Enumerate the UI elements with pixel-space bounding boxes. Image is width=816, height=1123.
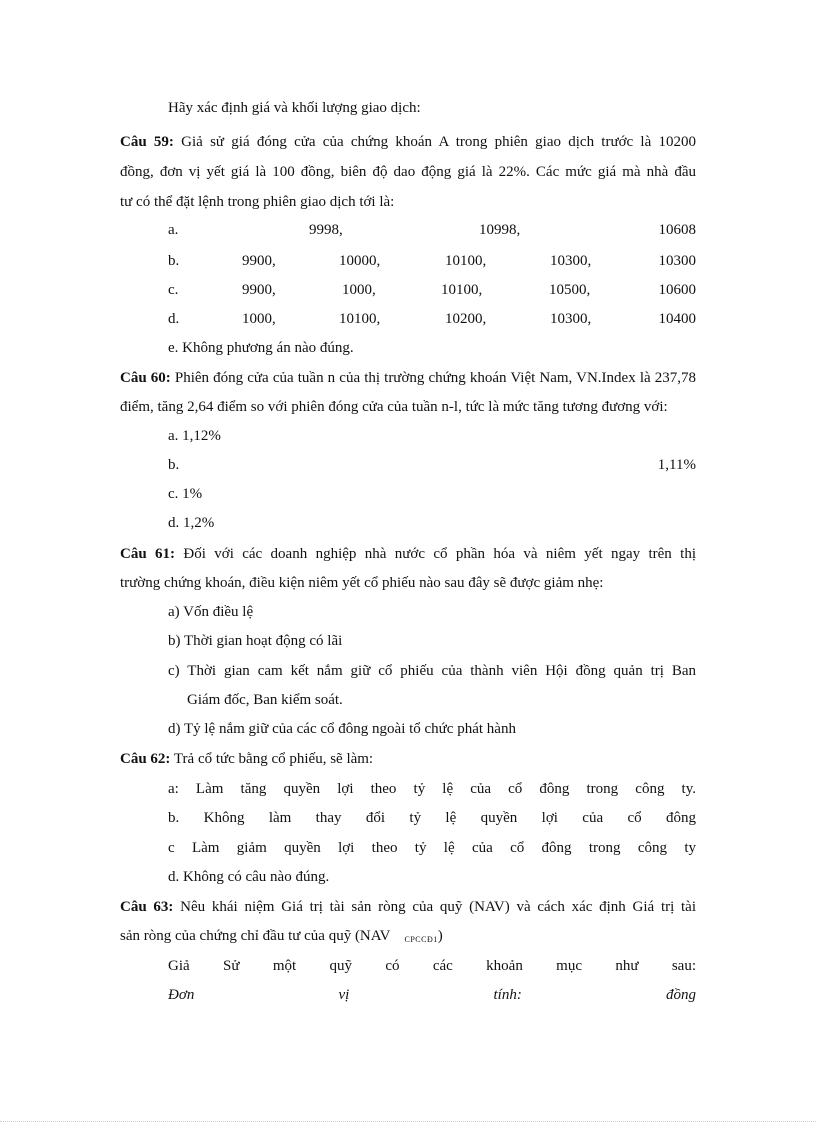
- q60-text-1: Phiên đóng cửa của tuần n của thị trường chứng khoán Việt Nam, VN.Index là 237,78: [174, 370, 696, 386]
- q62-option-a: a: Làm tăng quyền lợi theo tỷ lệ của cổ đông trong công ty.: [168, 781, 696, 797]
- q62-option-c: c Làm giảm quyền lợi theo tỷ lệ của cổ đông trong công ty: [168, 840, 696, 856]
- q59-line-3: tư có thể đặt lệnh trong phiên giao dịch tới là:: [120, 194, 395, 210]
- option-letter: b.: [168, 253, 180, 269]
- option-value: 10300,: [550, 311, 592, 327]
- q59-line-1: [120, 132, 696, 152]
- q63-line-1: [120, 897, 696, 917]
- q63-label: Câu 63:: [120, 899, 174, 915]
- q60-option-b: [168, 455, 696, 475]
- q62-label: Câu 62:: [120, 751, 171, 767]
- q63-line-3: Giả Sử một quỹ có các khoản mục như sau:: [168, 958, 696, 974]
- option-value: 1000,: [342, 282, 376, 298]
- option-value: 10600: [658, 282, 696, 298]
- option-value: 10300,: [550, 253, 592, 269]
- q61-option-b: b) Thời gian hoạt động có lãi: [168, 633, 343, 649]
- option-letter: d.: [168, 311, 180, 327]
- q63-text-1: Nêu khái niệm Giá trị tài sản ròng của quỹ (NAV) và cách xác định Giá trị tài: [180, 899, 697, 915]
- option-value: 10998,: [479, 222, 521, 238]
- q59-option-b: [168, 251, 696, 271]
- q62-text-1: Trả cổ tức bằng cổ phiếu, sẽ làm:: [173, 751, 374, 767]
- option-value: 9900,: [242, 282, 276, 298]
- q61-text-1: Đối với các doanh nghiệp nhà nước cổ phần hóa và niêm yết ngay trên thị: [183, 546, 697, 562]
- q61-label: Câu 61:: [120, 546, 176, 562]
- q61-option-d: d) Tỷ lệ nắm giữ của các cổ đông ngoài tổ chức phát hành: [168, 721, 516, 737]
- option-value: 10000,: [339, 253, 381, 269]
- option-value: 9900,: [242, 253, 276, 269]
- option-value: 10608: [658, 222, 696, 238]
- q59-line-2: đồng, đơn vị yết giá là 100 đồng, biên độ dao động giá là 22%. Các mức giá mà nhà đầu: [120, 164, 696, 180]
- option-letter: a.: [168, 222, 179, 238]
- q63-unit-line: Đơn vị tính: đồng: [168, 987, 696, 1003]
- q59-option-c: [168, 280, 696, 300]
- option-value: 1000,: [242, 311, 276, 327]
- q59-option-d: [168, 309, 696, 329]
- option-value: 10300: [658, 253, 696, 269]
- option-value: 1,11%: [657, 457, 696, 473]
- q60-option-c: c. 1%: [168, 486, 203, 502]
- nav-subscript: CPCCĐ1: [404, 935, 438, 944]
- option-value: 10400: [658, 311, 696, 327]
- option-value: 10200,: [445, 311, 487, 327]
- option-value: 10100,: [445, 253, 487, 269]
- q62-option-d: d. Không có câu nào đúng.: [168, 869, 330, 885]
- intro-line: Hãy xác định giá và khối lượng giao dịch:: [168, 100, 421, 116]
- option-letter: c.: [168, 282, 179, 298]
- page-bottom-divider: [0, 1121, 816, 1122]
- option-value: 9998,: [309, 222, 343, 238]
- q61-line-2: trường chứng khoán, điều kiện niêm yết cổ phiếu nào sau đây sẽ được giảm nhẹ:: [120, 575, 604, 591]
- option-letter: b.: [168, 457, 180, 473]
- q60-option-d: d. 1,2%: [168, 515, 215, 531]
- q59-option-e: e. Không phương án nào đúng.: [168, 340, 354, 356]
- q60-option-a: a. 1,12%: [168, 428, 221, 444]
- option-value: 10100,: [339, 311, 381, 327]
- q60-line-1: [120, 368, 696, 388]
- q60-line-2: điểm, tăng 2,64 điểm so với phiên đóng cửa của tuần n-l, tức là mức tăng tương đương với:: [120, 399, 668, 415]
- q61-option-c-1: c) Thời gian cam kết nắm giữ cổ phiếu của thành viên Hội đồng quản trị Ban: [168, 663, 696, 679]
- q59-text-1: Giả sử giá đóng cửa của chứng khoán A trong phiên giao dịch trước là 10200: [181, 134, 697, 150]
- q63-close-paren: ): [437, 928, 443, 944]
- q63-line-2: [120, 926, 443, 950]
- q59-label: Câu 59:: [120, 134, 174, 150]
- option-value: 10100,: [441, 282, 483, 298]
- q61-line-1: [120, 544, 696, 564]
- q61-option-c-2: Giám đốc, Ban kiểm soát.: [187, 692, 343, 708]
- q62-option-b: b. Không làm thay đổi tỷ lệ quyền lợi của cổ đông: [168, 810, 696, 826]
- q60-label: Câu 60:: [120, 370, 171, 386]
- q59-option-a: [168, 220, 696, 240]
- option-value: 10500,: [549, 282, 591, 298]
- q61-option-a: a) Vốn điều lệ: [168, 604, 254, 620]
- q63-text-2: sản ròng của chứng chỉ đầu tư của quỹ (NAV: [120, 928, 391, 944]
- q62-line-1: [120, 749, 373, 769]
